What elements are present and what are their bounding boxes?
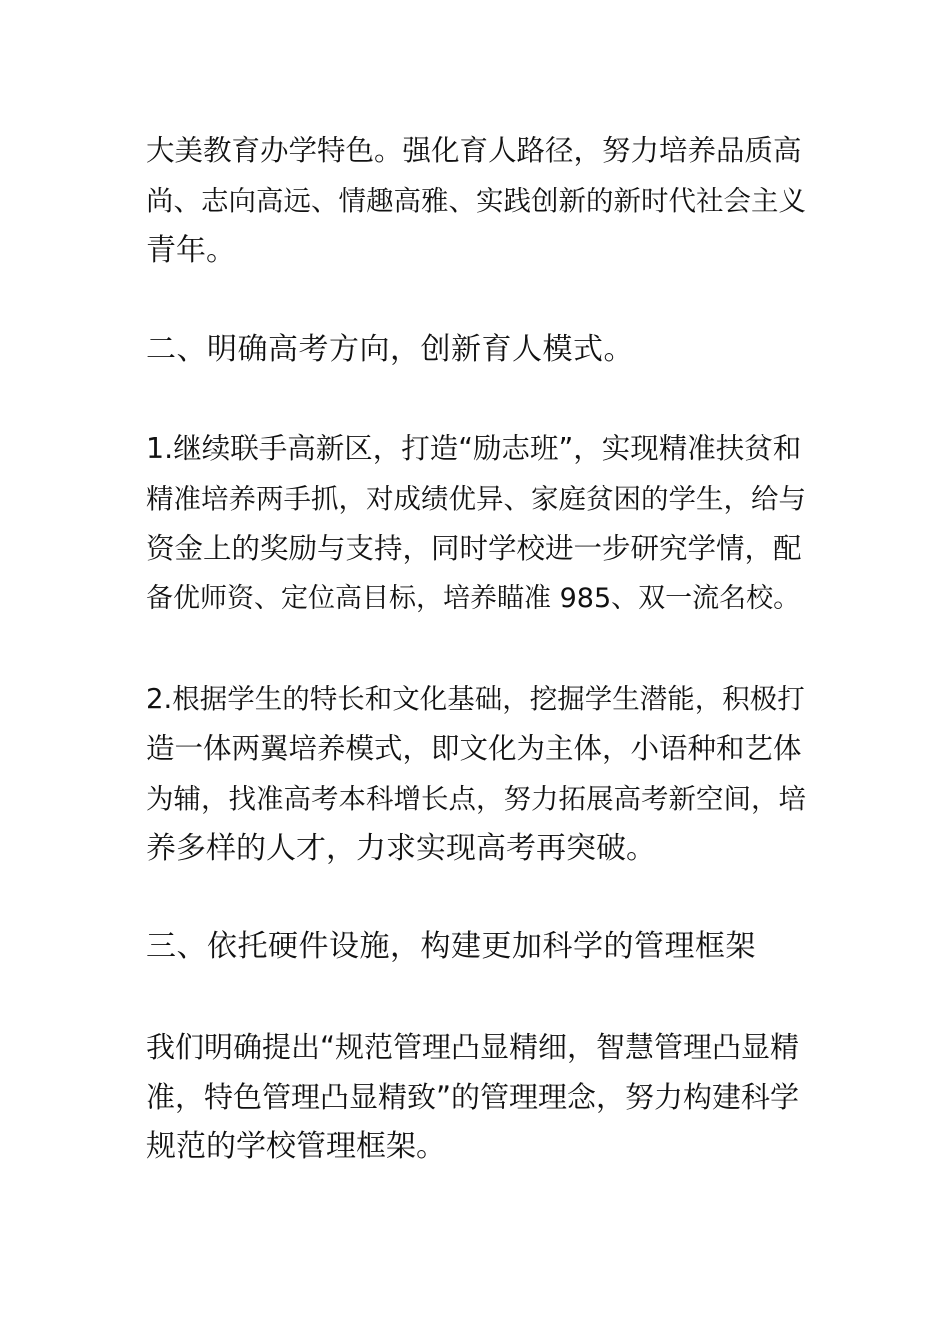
paragraph-management bbox=[146, 1022, 808, 1172]
heading-line: 三、依托硬件设施，构建更加科学的管理框架 bbox=[146, 929, 756, 964]
text-line: 青年。 bbox=[146, 233, 236, 268]
text-line: 2.根据学生的特长和文化基础，挖掘学生潜能，积极打 bbox=[146, 683, 805, 715]
paragraph-intro bbox=[146, 126, 808, 276]
text-line: 尚、志向高远、情趣高雅、实践创新的新时代社会主义 bbox=[146, 185, 806, 217]
text-line: 精准培养两手抓，对成绩优异、家庭贫困的学生，给与 bbox=[146, 483, 806, 515]
text-line: 规范的学校管理框架。 bbox=[146, 1129, 446, 1164]
section-heading-2 bbox=[146, 325, 808, 375]
paragraph-item-2 bbox=[146, 674, 808, 874]
text-line: 为辅，找准高考本科增长点，努力拓展高考新空间，培 bbox=[146, 783, 806, 815]
section-heading-3 bbox=[146, 922, 808, 972]
text-line: 1.继续联手高新区，打造“励志班”，实现精准扶贫和 bbox=[146, 432, 802, 465]
text-line: 养多样的人才，力求实现高考再突破。 bbox=[146, 831, 656, 866]
text-line: 资金上的奖励与支持，同时学校进一步研究学情，配 bbox=[146, 532, 802, 565]
text-line: 大美教育办学特色。强化育人路径，努力培养品质高 bbox=[146, 134, 802, 167]
text-line: 准，特色管理凸显精致”的管理理念，努力构建科学 bbox=[146, 1080, 800, 1114]
text-line: 造一体两翼培养模式，即文化为主体，小语种和艺体 bbox=[146, 732, 802, 765]
text-line: 我们明确提出“规范管理凸显精细，智慧管理凸显精 bbox=[146, 1030, 800, 1064]
heading-line: 二、明确高考方向，创新育人模式。 bbox=[146, 332, 634, 367]
paragraph-item-1 bbox=[146, 424, 808, 624]
text-line: 备优师资、定位高目标，培养瞄准 985、双一流名校。 bbox=[146, 583, 801, 614]
